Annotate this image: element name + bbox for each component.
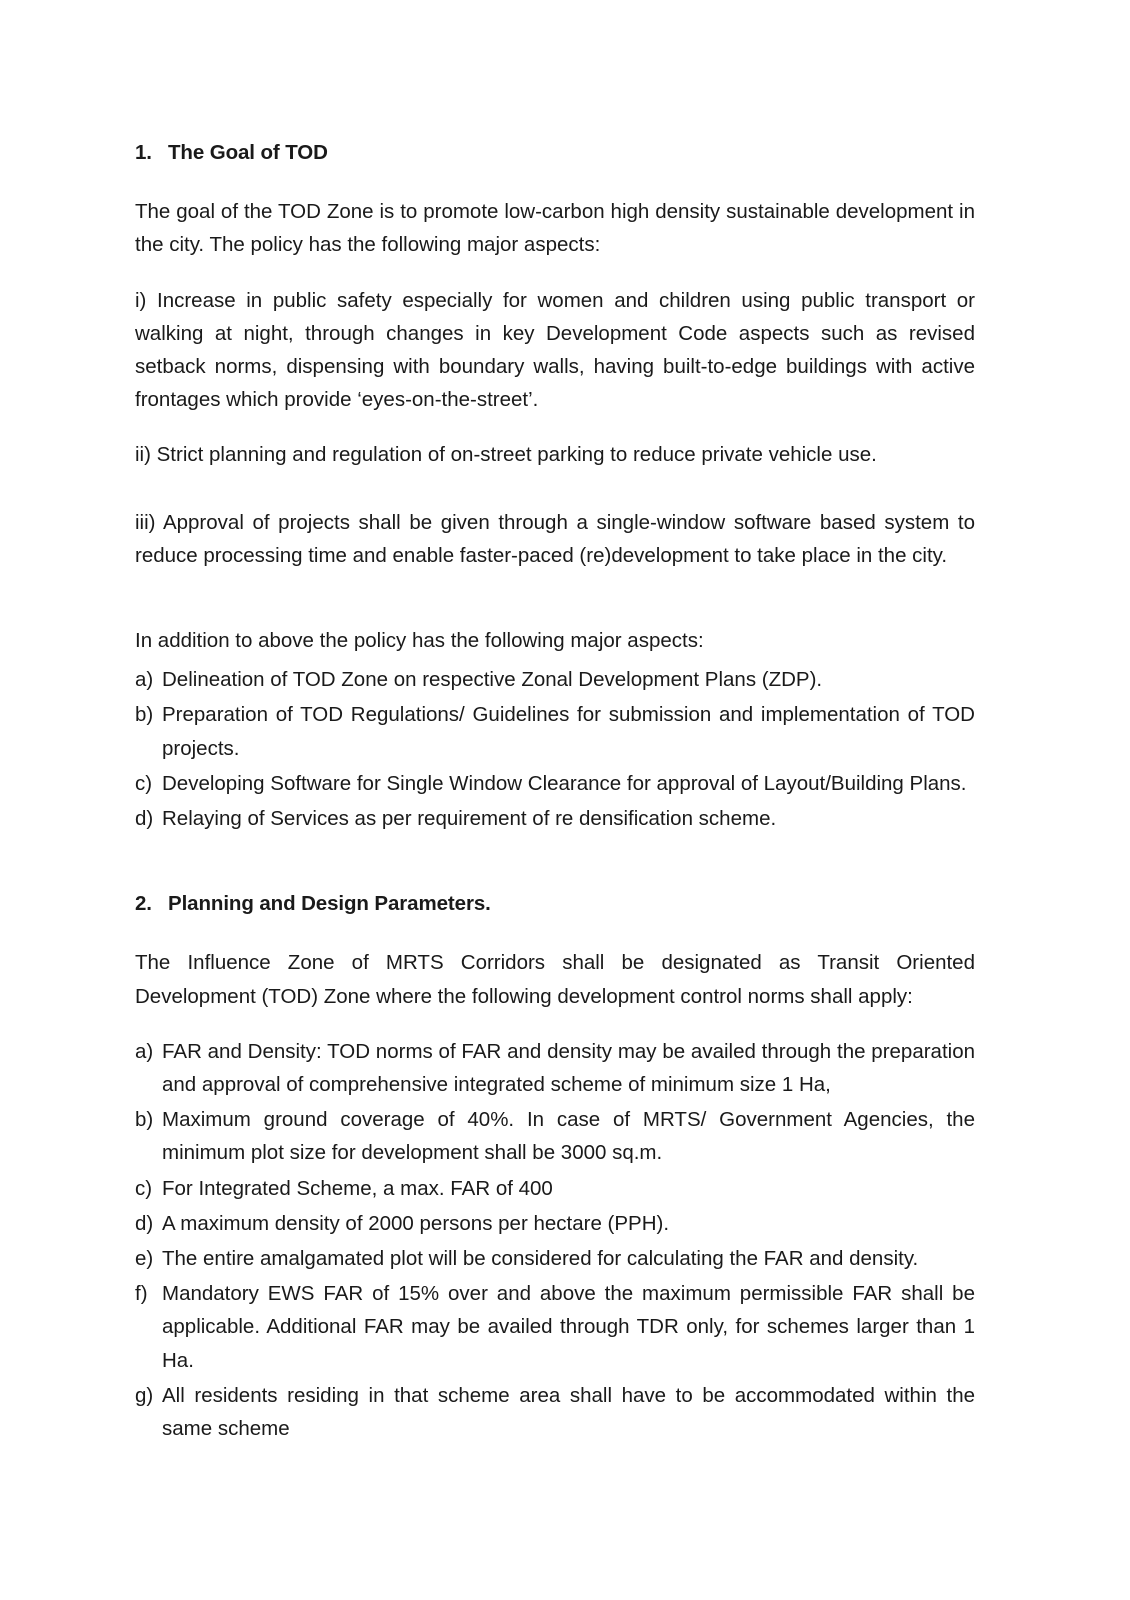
list-item-text: Relaying of Services as per requirement of re densification scheme. bbox=[162, 807, 777, 831]
section-1-point-ii: ii) Strict planning and regulation of on-street parking to reduce private vehicle use. bbox=[135, 443, 877, 467]
list-item-text: All residents residing in that scheme area shall have to be accommodated within the same scheme bbox=[162, 1383, 975, 1441]
list-item-marker: d) bbox=[135, 807, 154, 831]
section-1-addition-lead: In addition to above the policy has the following major aspects: bbox=[135, 629, 704, 653]
list-item-text: The entire amalgamated plot will be considered for calculating the FAR and density. bbox=[162, 1247, 919, 1271]
document-body bbox=[135, 136, 975, 1445]
list-item-marker: d) bbox=[135, 1211, 154, 1235]
list-item-marker: b) bbox=[135, 1108, 154, 1132]
list-item bbox=[135, 1172, 975, 1205]
list-item-marker: b) bbox=[135, 703, 154, 727]
list-item bbox=[135, 698, 975, 764]
spacer-before-section-2 bbox=[135, 857, 975, 887]
list-item-text: For Integrated Scheme, a max. FAR of 400 bbox=[162, 1176, 553, 1200]
list-item-marker: a) bbox=[135, 1039, 154, 1063]
list-item-text: A maximum density of 2000 persons per hectare (PPH). bbox=[162, 1211, 670, 1235]
section-1-addition-list bbox=[135, 663, 975, 835]
list-item-marker: e) bbox=[135, 1247, 154, 1271]
list-item-text: Maximum ground coverage of 40%. In case of MRTS/ Government Agencies, the minimum plot size for development shall be 3000 sq.m. bbox=[162, 1108, 975, 1165]
list-item bbox=[135, 1242, 975, 1275]
section-2-marker: 2. bbox=[135, 892, 152, 916]
section-1-title: The Goal of TOD bbox=[168, 141, 328, 164]
spacer-before-addition-lead bbox=[135, 594, 975, 624]
list-item bbox=[135, 663, 975, 696]
section-1-intro-paragraph: The goal of the TOD Zone is to promote low-carbon high density sustainable development in the city. The policy has the following major aspects: bbox=[135, 200, 975, 257]
section-1-point-i: i) Increase in public safety especially for women and children using public transport or walking at night, through changes in key Development Code aspects such as revised setback norms, dispensing with boundary walls, having built-to-edge buildings with active frontages which provide ‘eyes-on-the-street’. bbox=[135, 288, 975, 412]
list-item-marker: a) bbox=[135, 668, 154, 692]
list-item bbox=[135, 1103, 975, 1169]
list-item-text: Mandatory EWS FAR of 15% over and above the maximum permissible FAR shall be applicable. Additional FAR may be availed through TDR only, for schemes larger than 1 Ha. bbox=[162, 1282, 975, 1372]
list-item bbox=[135, 802, 975, 835]
list-item bbox=[135, 1379, 975, 1445]
list-item-text: Preparation of TOD Regulations/ Guidelines for submission and implementation of TOD projects. bbox=[162, 703, 975, 760]
list-item bbox=[135, 1277, 975, 1377]
section-2-parameters-list bbox=[135, 1035, 975, 1445]
section-heading-1 bbox=[135, 136, 975, 169]
list-item-marker: c) bbox=[135, 1176, 153, 1200]
list-item-marker: c) bbox=[135, 771, 153, 795]
list-item-text: Developing Software for Single Window Clearance for approval of Layout/Building Plans. bbox=[162, 771, 967, 795]
list-item bbox=[135, 1035, 975, 1101]
section-2-title: Planning and Design Parameters. bbox=[168, 892, 491, 916]
list-item-marker: f) bbox=[135, 1282, 148, 1306]
section-heading-2 bbox=[135, 887, 975, 920]
spacer-after-point-ii bbox=[135, 494, 975, 506]
list-item bbox=[135, 767, 975, 800]
section-1-marker: 1. bbox=[135, 141, 152, 164]
list-item-text: FAR and Density: TOD norms of FAR and density may be availed through the preparation and approval of comprehensive integrated scheme of minimum size 1 Ha, bbox=[162, 1039, 975, 1097]
list-item-text: Delineation of TOD Zone on respective Zonal Development Plans (ZDP). bbox=[162, 668, 823, 692]
section-1-point-iii: iii) Approval of projects shall be given through a single-window software based system to reduce processing time and enable faster-paced (re)development to take place in the city. bbox=[135, 510, 975, 567]
list-item bbox=[135, 1207, 975, 1240]
section-2-intro-paragraph: The Influence Zone of MRTS Corridors shall be designated as Transit Oriented Development (TOD) Zone where the following development control norms shall apply: bbox=[135, 951, 975, 1008]
list-item-marker: g) bbox=[135, 1383, 154, 1407]
